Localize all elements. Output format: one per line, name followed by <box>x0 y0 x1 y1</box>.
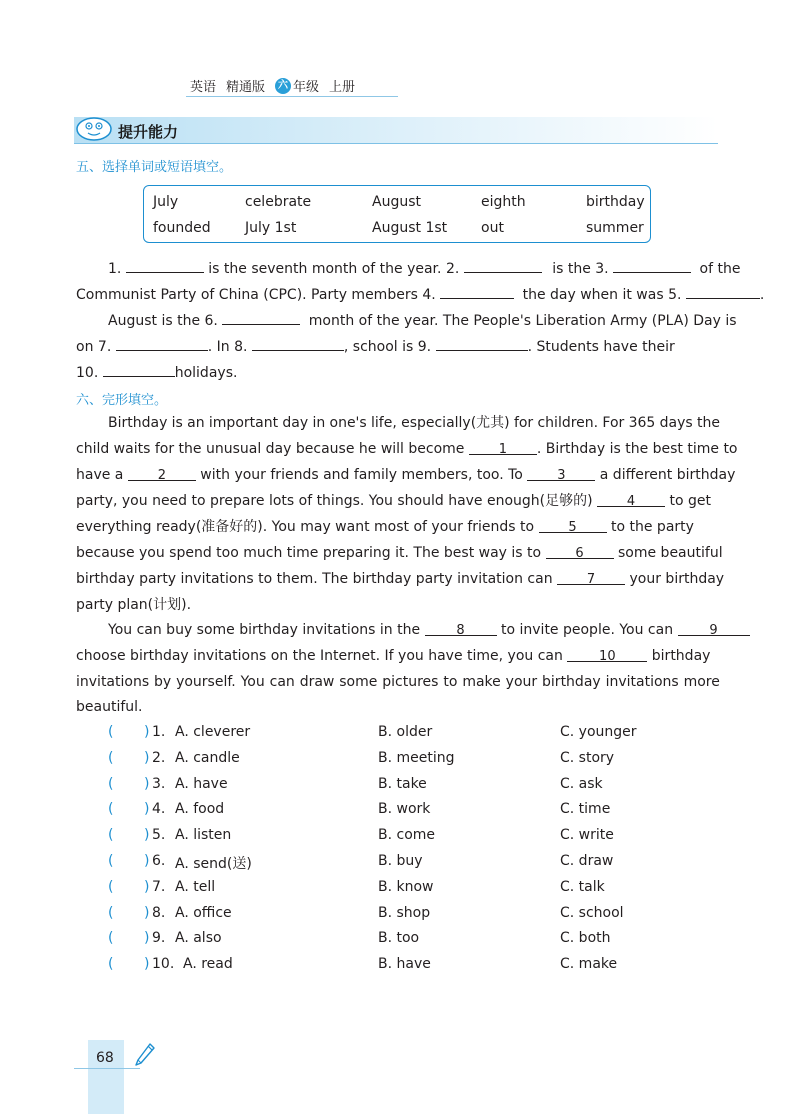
answer-blank[interactable] <box>252 337 344 351</box>
passage-text: Communist Party of China (CPC). Party members <box>76 287 418 303</box>
option-b[interactable]: B. too <box>378 930 420 946</box>
passage-word: the <box>696 415 720 431</box>
passage-word: is <box>171 415 183 431</box>
question-number: 9. <box>152 930 166 946</box>
option-a[interactable]: A. cleverer <box>175 724 251 740</box>
option-c[interactable]: C. younger <box>560 724 637 740</box>
volume-label: 上册 <box>329 80 356 95</box>
option-b[interactable]: B. work <box>378 801 431 817</box>
answer-paren-open[interactable]: ( <box>108 930 114 946</box>
passage-text: . <box>759 287 765 303</box>
answer-paren-open[interactable]: ( <box>108 750 114 766</box>
passage-line <box>76 466 735 484</box>
answer-paren-close[interactable]: ) <box>144 853 150 869</box>
passage-line <box>108 621 750 639</box>
answer-paren-open[interactable]: ( <box>108 853 114 869</box>
blank-number: 7. <box>97 339 112 355</box>
blank-number: 4. <box>422 287 436 303</box>
passage-word: life, <box>371 415 397 431</box>
question-number: 1. <box>152 724 166 740</box>
answer-paren-close[interactable]: ) <box>144 724 150 740</box>
grade-badge: 六 <box>275 78 291 94</box>
question-number: 10. <box>152 956 175 972</box>
subject-label: 英语 <box>190 80 217 95</box>
passage-word: children. <box>537 415 599 431</box>
passage-word: your <box>505 674 538 690</box>
option-b[interactable]: B. meeting <box>378 750 455 766</box>
answer-paren-close[interactable]: ) <box>144 827 150 843</box>
fill-line-4 <box>76 337 675 356</box>
answer-blank[interactable] <box>464 259 542 273</box>
passage-word: 365 <box>628 415 656 431</box>
fill-line-3 <box>108 311 737 330</box>
option-b[interactable]: B. older <box>378 724 433 740</box>
option-c[interactable]: C. ask <box>560 776 603 792</box>
passage-text: . Students have their <box>527 339 675 355</box>
passage-word: important <box>208 415 279 431</box>
option-a[interactable]: A. candle <box>175 750 240 766</box>
passage-text: August is the <box>108 313 201 329</box>
passage-word: especially(尤其) <box>401 415 510 431</box>
pencil-icon <box>134 1042 156 1068</box>
option-c[interactable]: C. make <box>560 956 618 972</box>
passage-text: party, you need to prepare lots of things. You should have enough(足够的) <box>76 493 593 509</box>
answer-paren-close[interactable]: ) <box>144 776 150 792</box>
option-a[interactable]: A. food <box>175 801 225 817</box>
passage-line <box>76 440 738 458</box>
question-number: 4. <box>152 801 166 817</box>
passage-word: some <box>339 674 378 690</box>
passage-word: yourself. <box>176 674 236 690</box>
passage-text: child waits for the unusual day because he will become <box>76 441 465 457</box>
word-item: July <box>153 194 179 210</box>
passage-text: have a <box>76 467 124 483</box>
word-item: August 1st <box>372 220 448 236</box>
passage-word: for <box>513 415 534 431</box>
option-c[interactable]: C. time <box>560 801 611 817</box>
passage-text: choose birthday invitations on the Internet. If you have time, you can <box>76 648 563 664</box>
answer-paren-close[interactable]: ) <box>144 801 150 817</box>
cloze-blank-7[interactable]: 7 <box>557 571 625 585</box>
passage-word: make <box>462 674 501 690</box>
cloze-blank-3[interactable]: 3 <box>527 467 595 481</box>
passage-text: holidays. <box>174 365 238 381</box>
edition-label: 精通版 <box>226 80 266 95</box>
passage-text: of the <box>699 261 741 277</box>
grade-label: 年级 <box>293 80 320 95</box>
passage-line <box>76 570 724 588</box>
answer-paren-open[interactable]: ( <box>108 905 114 921</box>
passage-word: invitations <box>605 674 679 690</box>
passage-text: . In <box>207 339 230 355</box>
passage-word: days <box>659 415 693 431</box>
fill-line-2 <box>76 285 764 304</box>
passage-text: your birthday <box>629 571 725 587</box>
passage-line <box>108 414 720 432</box>
word-item: birthday <box>586 194 645 210</box>
section6-title: 六、完形填空。 <box>76 393 168 408</box>
blank-number: 2. <box>445 261 460 277</box>
answer-paren-open[interactable]: ( <box>108 776 114 792</box>
passage-word: Birthday <box>108 415 168 431</box>
option-a[interactable]: A. have <box>175 776 228 792</box>
cloze-blank-9[interactable]: 9 <box>678 622 750 636</box>
passage-word: pictures <box>382 674 439 690</box>
option-b[interactable]: B. shop <box>378 905 431 921</box>
passage-text: on <box>76 339 94 355</box>
option-b[interactable]: B. take <box>378 776 427 792</box>
cloze-blank-2[interactable]: 2 <box>128 467 196 481</box>
option-a[interactable]: A. listen <box>175 827 232 843</box>
answer-paren-close[interactable]: ) <box>144 930 150 946</box>
answer-blank[interactable] <box>222 311 300 325</box>
option-c[interactable]: C. write <box>560 827 614 843</box>
passage-text: with your friends and family members, too. To <box>200 467 523 483</box>
option-c[interactable]: C. draw <box>560 853 614 869</box>
page-header <box>190 76 355 95</box>
option-a[interactable]: A. read <box>183 956 233 972</box>
passage-line <box>76 518 694 536</box>
answer-blank[interactable] <box>103 363 175 377</box>
passage-word: You <box>240 674 265 690</box>
cloze-blank-10[interactable]: 10 <box>567 648 647 662</box>
banner-title: 提升能力 <box>118 123 179 141</box>
blank-number: 9. <box>417 339 432 355</box>
passage-line <box>76 544 723 562</box>
passage-text: to get <box>669 493 712 509</box>
passage-word: in <box>312 415 326 431</box>
answer-paren-close[interactable]: ) <box>144 879 150 895</box>
passage-text: everything ready(准备好的). You may want most of your friends to <box>76 519 535 535</box>
answer-blank[interactable] <box>116 337 208 351</box>
passage-word: one's <box>329 415 367 431</box>
word-item: July 1st <box>245 220 297 236</box>
page-rule <box>74 1068 140 1069</box>
passage-text: , school is <box>343 339 414 355</box>
word-item: eighth <box>481 194 526 210</box>
answer-paren-close[interactable]: ) <box>144 905 150 921</box>
option-b[interactable]: B. buy <box>378 853 423 869</box>
passage-line: beautiful. <box>76 699 143 715</box>
question-number: 7. <box>152 879 166 895</box>
passage-text: You can buy some birthday invitations in the <box>108 622 421 638</box>
word-item: founded <box>153 220 211 236</box>
fill-line-5 <box>76 363 237 382</box>
passage-text: month of the year. The People's Liberation Army (PLA) Day is <box>308 313 737 329</box>
cloze-blank-8[interactable]: 8 <box>425 622 497 636</box>
answer-paren-close[interactable]: ) <box>144 750 150 766</box>
passage-text: a different birthday <box>599 467 736 483</box>
passage-line <box>76 673 720 691</box>
passage-word: For <box>602 415 625 431</box>
cloze-blank-6[interactable]: 6 <box>546 545 614 559</box>
answer-blank[interactable] <box>613 259 691 273</box>
passage-text: some beautiful <box>618 545 723 561</box>
passage-word: by <box>154 674 172 690</box>
blank-number: 8. <box>234 339 248 355</box>
passage-line: party plan(计划). <box>76 597 192 613</box>
option-a[interactable]: A. send(送) <box>175 856 252 872</box>
option-a[interactable]: A. also <box>175 930 222 946</box>
answer-blank[interactable] <box>440 285 514 299</box>
answer-blank[interactable] <box>686 285 760 299</box>
passage-word: invitations <box>76 674 150 690</box>
answer-paren-open[interactable]: ( <box>108 879 114 895</box>
passage-text: because you spend too much time preparing it. The best way is to <box>76 545 542 561</box>
cloze-blank-4[interactable]: 4 <box>597 493 665 507</box>
passage-text: the day when it was <box>522 287 664 303</box>
banner-underline <box>74 143 718 144</box>
answer-paren-close[interactable]: ) <box>144 956 150 972</box>
passage-word: can <box>269 674 295 690</box>
answer-paren-open[interactable]: ( <box>108 801 114 817</box>
word-item: out <box>481 220 504 236</box>
passage-line <box>76 647 710 665</box>
passage-word: to <box>443 674 458 690</box>
option-b[interactable]: B. have <box>378 956 431 972</box>
question-number: 3. <box>152 776 166 792</box>
answer-blank[interactable] <box>126 259 204 273</box>
word-item: summer <box>586 220 644 236</box>
option-b[interactable]: B. come <box>378 827 436 843</box>
question-number: 5. <box>152 827 166 843</box>
passage-text: to the party <box>611 519 694 535</box>
blank-number: 5. <box>668 287 682 303</box>
option-c[interactable]: C. school <box>560 905 624 921</box>
cloze-blank-5[interactable]: 5 <box>539 519 607 533</box>
header-rule <box>186 96 398 97</box>
blank-number: 10. <box>76 365 99 381</box>
option-b[interactable]: B. know <box>378 879 434 895</box>
passage-text: is the seventh month of the year. <box>208 261 442 277</box>
passage-line <box>76 492 711 510</box>
option-a[interactable]: A. office <box>175 905 232 921</box>
passage-word: birthday <box>542 674 601 690</box>
option-c[interactable]: C. both <box>560 930 611 946</box>
page-number: 68 <box>96 1050 114 1066</box>
blank-number: 1. <box>108 261 122 277</box>
passage-word: more <box>683 674 720 690</box>
passage-text: . Birthday is the best time to <box>536 441 738 457</box>
word-item: celebrate <box>245 194 312 210</box>
fill-line-1 <box>108 259 740 278</box>
question-number: 6. <box>152 853 166 869</box>
option-a[interactable]: A. tell <box>175 879 216 895</box>
passage-text: birthday <box>651 648 711 664</box>
question-number: 2. <box>152 750 166 766</box>
blank-number: 3. <box>595 261 609 277</box>
passage-word: an <box>187 415 205 431</box>
answer-paren-open[interactable]: ( <box>108 827 114 843</box>
section5-title: 五、选择单词或短语填空。 <box>76 160 233 175</box>
passage-word: day <box>282 415 309 431</box>
option-c[interactable]: C. talk <box>560 879 605 895</box>
passage-word: draw <box>299 674 335 690</box>
word-item: August <box>372 194 421 210</box>
blank-number: 6. <box>204 313 218 329</box>
option-c[interactable]: C. story <box>560 750 615 766</box>
cloze-blank-1[interactable]: 1 <box>469 441 537 455</box>
question-number: 8. <box>152 905 166 921</box>
passage-text: to invite people. You can <box>501 622 674 638</box>
mascot-icon <box>74 114 114 142</box>
passage-text: birthday party invitations to them. The birthday party invitation can <box>76 571 553 587</box>
answer-paren-open[interactable]: ( <box>108 724 114 740</box>
answer-blank[interactable] <box>436 337 528 351</box>
passage-text: is the <box>552 261 591 277</box>
answer-paren-open[interactable]: ( <box>108 956 114 972</box>
